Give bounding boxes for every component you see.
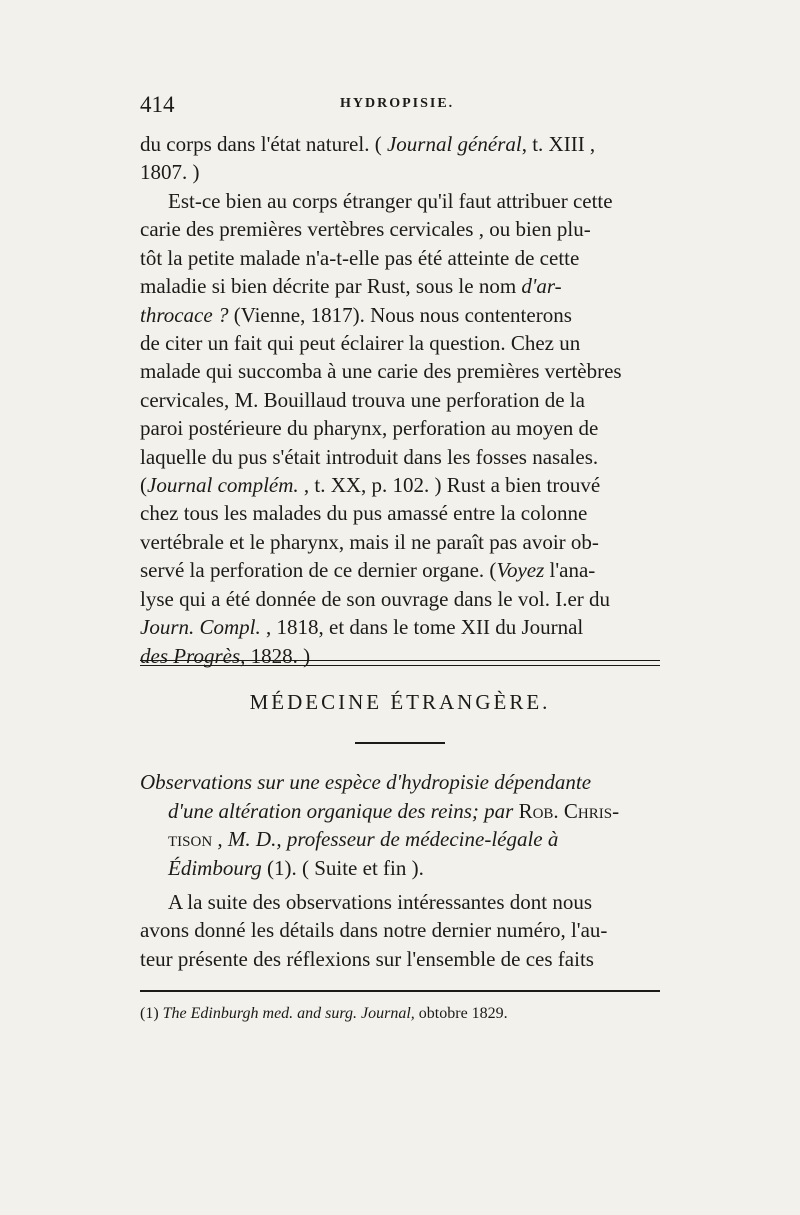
text-line xyxy=(140,528,660,556)
paragraph-3 xyxy=(140,888,660,973)
text-line xyxy=(140,244,660,272)
footnote xyxy=(140,1004,660,1024)
article-title-line-2: d'une altération organique des reins; par xyxy=(168,798,514,823)
text-segment: tôt la petite malade n'a-t-elle pas été atteinte de cette xyxy=(140,245,580,270)
italic-segment: Journal général xyxy=(386,132,522,156)
footnote-date: obtobre 1829. xyxy=(414,1005,508,1022)
text-line xyxy=(140,613,660,641)
footnote-journal: The Edinburgh med. and surg. Journal, xyxy=(162,1005,415,1022)
text-segment: lyse qui a été donnée de son ouvrage dans le vol. I.er du xyxy=(140,586,611,611)
text-line xyxy=(140,272,660,300)
text-segment: , t. XIII , xyxy=(521,132,596,156)
italic-segment: Journ. Compl. xyxy=(140,615,261,640)
section-divider xyxy=(140,660,660,666)
italic-segment: Voyez xyxy=(496,558,545,583)
text-line xyxy=(140,945,660,973)
article-title-suffix: (1). ( Suite et fin ). xyxy=(261,855,424,880)
text-line xyxy=(140,585,660,613)
article-title-line-1: Observations sur une espèce d'hydropisie dépendante xyxy=(140,770,592,794)
text-segment: malade qui succomba à une carie des premières vertèbres xyxy=(140,359,622,384)
text-segment: cervicales, M. Bouillaud trouva une perforation de la xyxy=(140,387,585,412)
text-segment: maladie si bien décrite par Rust, sous le nom xyxy=(140,274,522,299)
text-segment: du corps dans l'état naturel. ( xyxy=(140,132,387,156)
text-line xyxy=(140,499,660,527)
text-line xyxy=(140,471,660,499)
text-line xyxy=(140,443,660,471)
text-segment: Est-ce bien au corps étranger qu'il faut attribuer cette xyxy=(168,189,613,213)
text-line xyxy=(140,187,660,215)
text-segment: teur présente des réflexions sur l'ensemble de ces faits xyxy=(140,946,594,971)
footnote-marker: (1) xyxy=(140,1005,163,1022)
article-title-line-3: , M. D., professeur de médecine-légale à xyxy=(212,827,559,851)
text-segment: de citer un fait qui peut éclairer la question. Chez un xyxy=(140,331,581,356)
text-line xyxy=(140,916,660,944)
text-line xyxy=(140,158,660,186)
text-segment: (Vienne, 1817). Nous nous contenterons xyxy=(228,302,572,327)
italic-segment: d'ar- xyxy=(521,274,562,299)
article-author-2: tison xyxy=(168,827,213,851)
text-segment: carie des premières vertèbres cervicales , ou bien plu- xyxy=(140,217,591,242)
text-segment: ( xyxy=(140,473,147,498)
text-line xyxy=(140,414,660,442)
italic-segment: Journal complém. xyxy=(147,473,299,498)
italic-segment: des Progrès, xyxy=(140,643,246,668)
text-segment: 1807. ) xyxy=(140,160,200,185)
text-segment: servé la perforation de ce dernier organe. ( xyxy=(140,558,497,583)
text-line xyxy=(140,556,660,584)
article-author-1: Rob. Chris- xyxy=(513,798,620,823)
page-number: 414 xyxy=(140,92,175,117)
italic-segment: throcace ? xyxy=(140,302,229,327)
text-segment: vertébrale et le pharynx, mais il ne paraît pas avoir ob- xyxy=(140,529,599,554)
text-segment: 1828. ) xyxy=(245,643,311,668)
page-header xyxy=(140,92,660,122)
section-title: MÉDECINE ÉTRANGÈRE. xyxy=(249,690,551,714)
text-segment: laquelle du pus s'était introduit dans les fosses nasales. xyxy=(140,444,599,469)
text-line xyxy=(140,301,660,329)
text-line xyxy=(140,357,660,385)
text-line xyxy=(140,329,660,357)
text-segment: , t. XX, p. 102. ) Rust a bien trouvé xyxy=(298,473,601,498)
text-line xyxy=(140,888,660,916)
text-line xyxy=(140,386,660,414)
article-title-line-4: Édimbourg xyxy=(168,855,262,880)
text-segment: A la suite des observations intéressantes dont nous xyxy=(168,890,593,914)
text-segment: avons donné les détails dans notre dernier numéro, l'au- xyxy=(140,918,608,943)
running-head: HYDROPISIE. xyxy=(340,96,455,111)
paragraph-1 xyxy=(140,130,660,187)
paragraph-2 xyxy=(140,187,660,670)
text-line xyxy=(140,215,660,243)
footnote-rule xyxy=(140,990,660,992)
text-segment: chez tous les malades du pus amassé entre la colonne xyxy=(140,501,588,526)
title-underline xyxy=(355,742,445,744)
text-segment: paroi postérieure du pharynx, perforation au moyen de xyxy=(140,416,599,441)
text-segment: l'ana- xyxy=(544,558,596,583)
text-line xyxy=(140,130,660,158)
article-title xyxy=(140,768,660,882)
text-segment: , 1818, et dans le tome XII du Journal xyxy=(260,615,584,640)
